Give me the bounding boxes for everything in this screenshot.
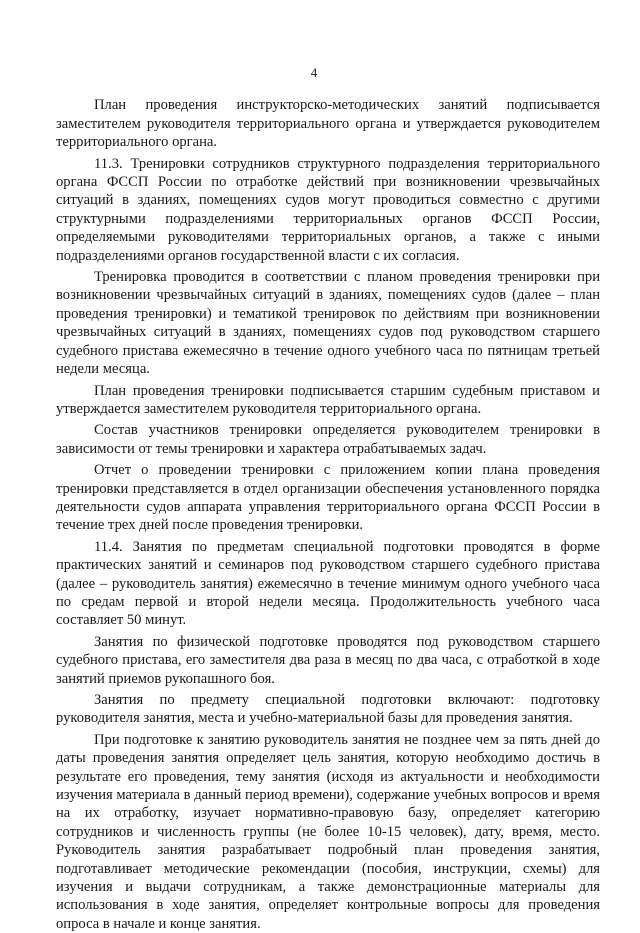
paragraph-2: 11.3. Тренировки сотрудников структурного подразделения территориального органа ФССП России по отработке действий при возникновении чрезвычайных ситуаций в зданиях, помещениях судов могут проводиться совместно с другими структурными подразделениями территориальных органов ФССП России, определяемыми руководителями территориальных органов, а также с иными подразделениями органов государственной власти с их согласия. [56, 155, 600, 264]
paragraph-8: Занятия по физической подготовке проводятся под руководством старшего судебного пристава, его заместителя два раза в месяц по два часа, с отработкой в ходе занятий приемов рукопашного боя. [56, 633, 600, 687]
paragraph-1: План проведения инструкторско-методических занятий подписывается заместителем руководителя территориального органа и утверждается руководителем территориального органа. [56, 97, 600, 151]
paragraph-4: План проведения тренировки подписывается старшим судебным приставом и утверждается заместителем руководителя территориального органа. [56, 382, 600, 417]
paragraph-5: Состав участников тренировки определяется руководителем тренировки в зависимости от темы тренировки и характера отрабатываемых задач. [56, 422, 600, 457]
paragraph-9: Занятия по предмету специальной подготовки включают: подготовку руководителя занятия, места и учебно-материальной базы для проведения занятия. [56, 692, 600, 727]
paragraph-10: При подготовке к занятию руководитель занятия не позднее чем за пять дней до даты проведения занятия определяет цель занятия, которую необходимо достичь в результате его проведения, тему занятия (исходя из актуальности и необходимости изучения материала в данный период времени), содержание учебных вопросов и время на их отработку, изучает нормативно-правовую базу, определяет категорию сотрудников и численность группы (не более 10-15 человек), дату, время, место. Руководитель занятия разрабатывает подробный план проведения занятия, подготавливает методические рекомендации (пособия, инструкции, схемы) для изучения и выдачи сотрудникам, а также демонстрационные материалы для использования в ходе занятия, определяет контрольные вопросы для проведения опроса в начале и конце занятия. [56, 731, 600, 932]
paragraph-6: Отчет о проведении тренировки с приложением копии плана проведения тренировки представляется в отдел организации обеспечения установленного порядка деятельности судов аппарата управления территориального органа ФССП России в течение трех дней после проведения тренировки. [56, 462, 600, 534]
paragraph-3: Тренировка проводится в соответствии с планом проведения тренировки при возникновении чрезвычайных ситуаций в зданиях, помещениях судов (далее – план проведения тренировки) и тематикой тренировок по действиям при возникновении чрезвычайных ситуаций в зданиях, помещениях судов под руководством старшего судебного пристава ежемесячно в течение одного учебного часа по пятницам третьей недели месяца. [56, 269, 600, 378]
paragraph-7: 11.4. Занятия по предметам специальной подготовки проводятся в форме практических занятий и семинаров под руководством старшего судебного пристава (далее – руководитель занятия) ежемесячно в течение минимум одного учебного часа по средам первой и второй недели месяца. Продолжительность учебного часа составляет 50 минут. [56, 538, 600, 629]
page-number: 4 [310, 65, 318, 80]
